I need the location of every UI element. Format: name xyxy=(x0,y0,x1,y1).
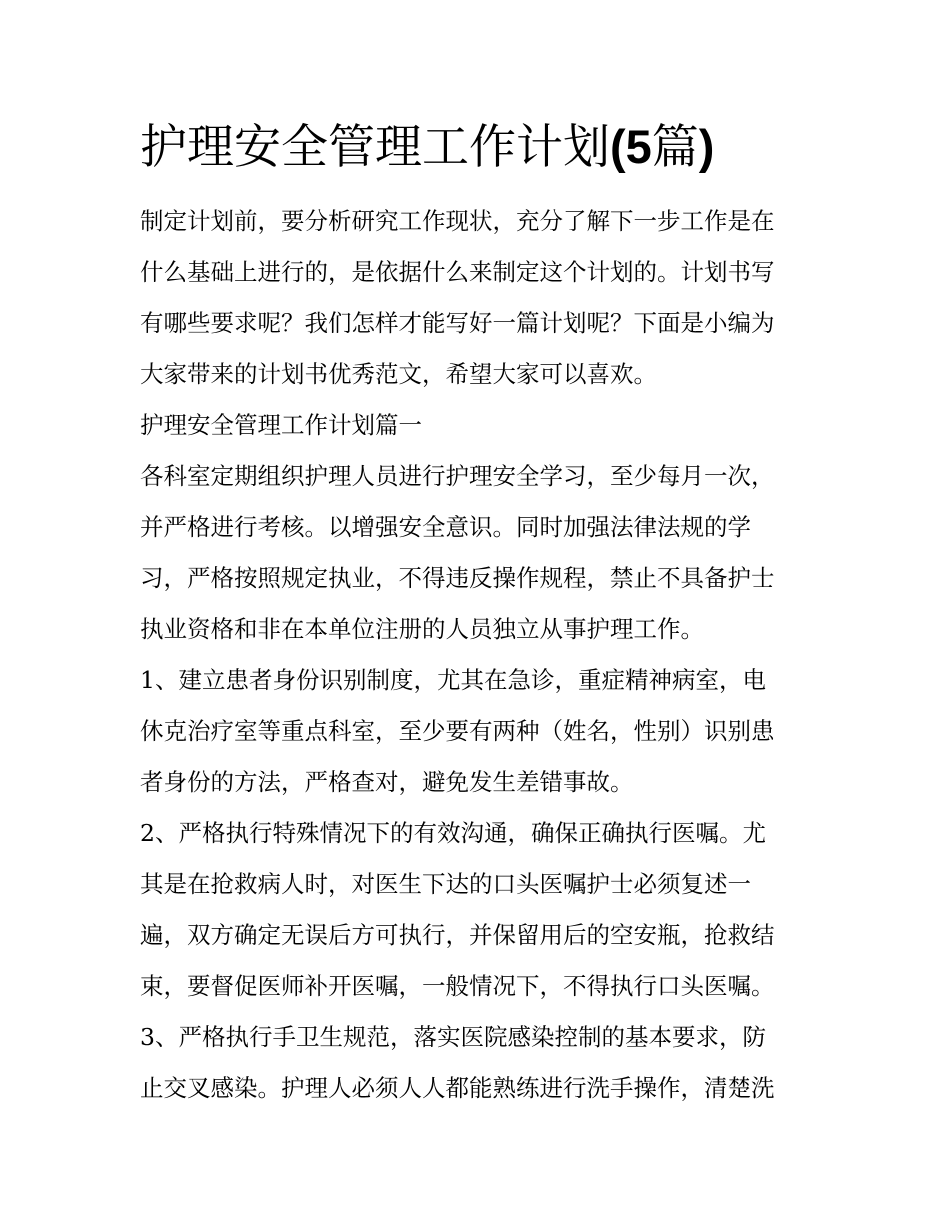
body-line: 大家带来的计划书优秀范文，希望大家可以喜欢。 xyxy=(140,360,657,388)
body-line: 有哪些要求呢？我们怎样才能写好一篇计划呢？下面是小编为 xyxy=(140,309,775,337)
body-line: 制定计划前，要分析研究工作现状，充分了解下一步工作是在 xyxy=(140,207,775,235)
body-line: 2、严格执行特殊情况下的有效沟通，确保正确执行医嘱。尤 xyxy=(140,819,766,847)
document-body xyxy=(140,196,815,1114)
body-line: 3、严格执行手卫生规范，落实医院感染控制的基本要求，防 xyxy=(140,1023,766,1051)
title-suffix-number: (5 xyxy=(610,120,652,173)
body-line: 遍，双方确定无误后方可执行，并保留用后的空安瓶，抢救结 xyxy=(140,921,775,949)
body-line: 者身份的方法，严格查对，避免发生差错事故。 xyxy=(140,768,634,796)
body-line: 什么基础上进行的，是依据什么来制定这个计划的。计划书写 xyxy=(140,258,775,286)
body-line: 1、建立患者身份识别制度，尤其在急诊，重症精神病室，电 xyxy=(140,666,766,694)
title-suffix-cjk: 篇 xyxy=(651,120,699,175)
body-line: 休克治疗室等重点科室，至少要有两种（姓名，性别）识别患 xyxy=(140,717,775,745)
body-line: 习，严格按照规定执业，不得违反操作规程，禁止不具备护士 xyxy=(140,564,775,592)
body-line: 各科室定期组织护理人员进行护理安全学习，至少每月一次， xyxy=(140,462,775,490)
body-line: 止交叉感染。护理人必须人人都能熟练进行洗手操作，清楚洗 xyxy=(140,1074,775,1102)
document-title xyxy=(140,112,820,183)
title-close-paren: ) xyxy=(698,120,715,173)
body-line: 束，要督促医师补开医嘱，一般情况下，不得执行口头医嘱。 xyxy=(140,972,775,1000)
body-line: 执业资格和非在本单位注册的人员独立从事护理工作。 xyxy=(140,615,704,643)
body-line: 并严格进行考核。以增强安全意识。同时加强法律法规的学 xyxy=(140,513,751,541)
title-text: 护理安全管理工作计划 xyxy=(140,120,610,175)
body-line: 其是在抢救病人时，对医生下达的口头医嘱护士必须复述一 xyxy=(140,870,751,898)
section-heading: 护理安全管理工作计划篇一 xyxy=(140,411,422,439)
